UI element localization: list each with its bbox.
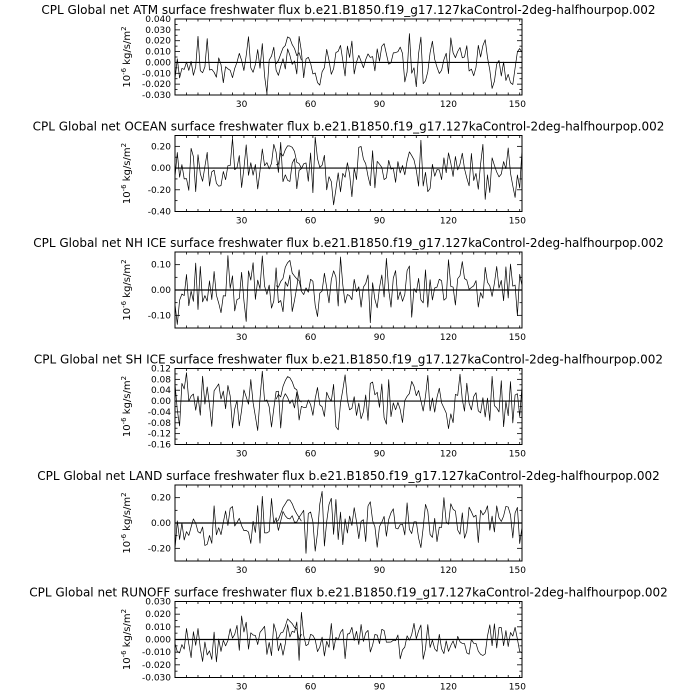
x-tick-label: 30	[235, 333, 248, 343]
y-axis-label-part: kg/s/m	[122, 147, 133, 185]
y-tick-label: 0.020	[145, 36, 171, 47]
y-axis-label	[120, 143, 133, 204]
y-axis-label-part: 10	[122, 307, 133, 321]
x-tick-label: 60	[304, 333, 317, 343]
panel-2	[33, 236, 664, 343]
x-tick-label: 120	[439, 333, 458, 343]
y-tick-label: 0.10	[150, 260, 171, 271]
y-tick-label: 0.20	[150, 142, 171, 153]
y-axis-label-part: kg/s/m	[122, 30, 133, 68]
y-tick-label: 0.08	[150, 375, 171, 386]
x-tick-label: 120	[439, 100, 458, 110]
y-tick-label: -0.12	[147, 429, 171, 440]
x-tick-label: 120	[439, 566, 458, 576]
y-axis-label-part: -6	[120, 184, 128, 192]
y-tick-label: 0.040	[145, 15, 171, 25]
x-tick-label: 30	[235, 449, 248, 460]
x-tick-label: 150	[508, 100, 526, 110]
y-tick-label: -0.04	[147, 407, 171, 418]
y-axis-label-part: 10	[122, 424, 133, 438]
panel-3	[34, 353, 663, 460]
y-tick-label: 0.000	[145, 58, 171, 69]
x-tick-label: 90	[373, 333, 386, 343]
y-tick-label: -0.40	[147, 207, 171, 218]
x-tick-label: 150	[508, 216, 526, 227]
panel-title: CPL Global net ATM surface freshwater flux b.e21.B1850.f19_g17.127kaControl-2deg-halfhourpop.002	[41, 3, 656, 17]
y-tick-label: 0.00	[150, 164, 171, 175]
panel-title: CPL Global net RUNOFF surface freshwater flux b.e21.B1850.f19_g17.127kaControl-2deg-halfhourpop.002	[29, 585, 668, 600]
x-tick-label: 60	[304, 100, 317, 110]
y-tick-label: -0.16	[147, 440, 171, 451]
x-tick-label: 150	[508, 682, 526, 693]
y-axis-label	[120, 259, 133, 320]
y-axis-label-part: 2	[120, 608, 128, 614]
y-axis-label-part: 10	[122, 540, 133, 554]
x-tick-label: 30	[235, 682, 248, 693]
y-tick-label: 0.00	[150, 286, 171, 296]
y-tick-label: -0.020	[141, 660, 171, 671]
y-axis-label-part: kg/s/m	[122, 380, 133, 418]
x-tick-label: 60	[304, 682, 317, 693]
x-tick-label: 60	[304, 216, 317, 227]
panel-4	[37, 469, 660, 576]
y-tick-label: 0.20	[150, 493, 171, 504]
y-axis-label-part: 10	[122, 657, 133, 671]
x-tick-label: 90	[373, 449, 386, 460]
x-tick-label: 120	[439, 682, 458, 693]
y-tick-label: 0.12	[150, 364, 171, 375]
x-tick-label: 90	[373, 216, 386, 227]
series-line	[175, 34, 522, 94]
panel-title: CPL Global net SH ICE surface freshwater flux b.e21.B1850.f19_g17.127kaControl-2deg-halfhourpop.002	[33, 352, 664, 367]
y-axis-label	[120, 26, 133, 87]
x-tick-label: 120	[439, 449, 458, 460]
y-axis-label-part: -6	[120, 67, 128, 75]
series-line	[175, 137, 522, 205]
y-tick-label: 0.030	[145, 25, 171, 36]
y-tick-label: -0.010	[141, 648, 171, 659]
panel-title: CPL Global net NH ICE surface freshwater flux b.e21.B1850.f19_g17.127kaControl-2deg-halfhourpop.002	[33, 236, 664, 250]
x-tick-label: 30	[235, 100, 248, 110]
y-tick-label: -0.10	[147, 311, 171, 322]
y-axis-label-part: 2	[120, 142, 128, 148]
x-tick-label: 120	[439, 216, 458, 227]
y-tick-label: 0.030	[145, 597, 171, 608]
y-axis-label-part: kg/s/m	[122, 613, 133, 651]
series-line	[175, 491, 522, 553]
y-axis-label-part: 10	[122, 191, 133, 205]
y-axis-label	[120, 376, 133, 437]
panel-1	[33, 120, 665, 227]
x-tick-label: 30	[235, 566, 248, 576]
y-axis-label-part: -6	[120, 300, 128, 308]
series-line	[175, 612, 522, 662]
y-axis-label-part: -6	[120, 533, 128, 541]
y-tick-label: 0.000	[145, 635, 171, 646]
x-tick-label: 60	[304, 566, 317, 576]
x-tick-label: 150	[508, 449, 526, 460]
plot-frame	[175, 19, 522, 95]
x-tick-label: 90	[373, 566, 386, 576]
panel-title: CPL Global net OCEAN surface freshwater flux b.e21.B1850.f19_g17.127kaControl-2deg-halfhourpop.002	[32, 119, 665, 134]
y-tick-label: 0.010	[145, 47, 171, 58]
y-axis-label-part: -6	[120, 650, 128, 658]
y-axis-label-part: 2	[120, 26, 128, 31]
y-tick-label: 0.010	[145, 622, 171, 633]
y-axis-label	[120, 492, 133, 553]
y-axis-label-part: 2	[120, 492, 128, 497]
panel-title: CPL Global net LAND surface freshwater flux b.e21.B1850.f19_g17.127kaControl-2deg-halfhourpop.002	[37, 469, 660, 483]
series-line-segment	[276, 260, 301, 290]
y-axis-label	[120, 609, 133, 670]
y-tick-label: 0.020	[145, 610, 171, 621]
y-tick-label: -0.20	[147, 185, 171, 196]
y-axis-label-part: 2	[120, 259, 128, 264]
x-tick-label: 150	[508, 566, 526, 576]
x-tick-label: 150	[508, 333, 526, 343]
y-tick-label: -0.020	[141, 80, 171, 91]
y-axis-label-part: 10	[122, 74, 133, 88]
x-tick-label: 90	[373, 682, 386, 693]
y-tick-label: -0.030	[141, 673, 171, 684]
panel-0	[41, 3, 655, 110]
x-tick-label: 30	[235, 216, 248, 227]
x-tick-label: 60	[304, 449, 317, 460]
y-tick-label: 0.04	[150, 386, 171, 397]
y-axis-label-part: 2	[120, 375, 128, 381]
y-tick-label: -0.030	[141, 91, 171, 101]
y-tick-label: -0.20	[147, 544, 171, 555]
y-axis-label-part: kg/s/m	[122, 496, 133, 534]
y-axis-label-part: kg/s/m	[122, 263, 133, 301]
y-tick-label: 0.00	[150, 397, 171, 408]
y-tick-label: -0.08	[147, 418, 171, 429]
y-axis-label-part: -6	[120, 417, 128, 425]
y-tick-label: 0.00	[150, 519, 171, 529]
x-tick-label: 90	[373, 100, 386, 110]
panel-5	[29, 586, 668, 693]
y-tick-label: -0.010	[141, 69, 171, 80]
